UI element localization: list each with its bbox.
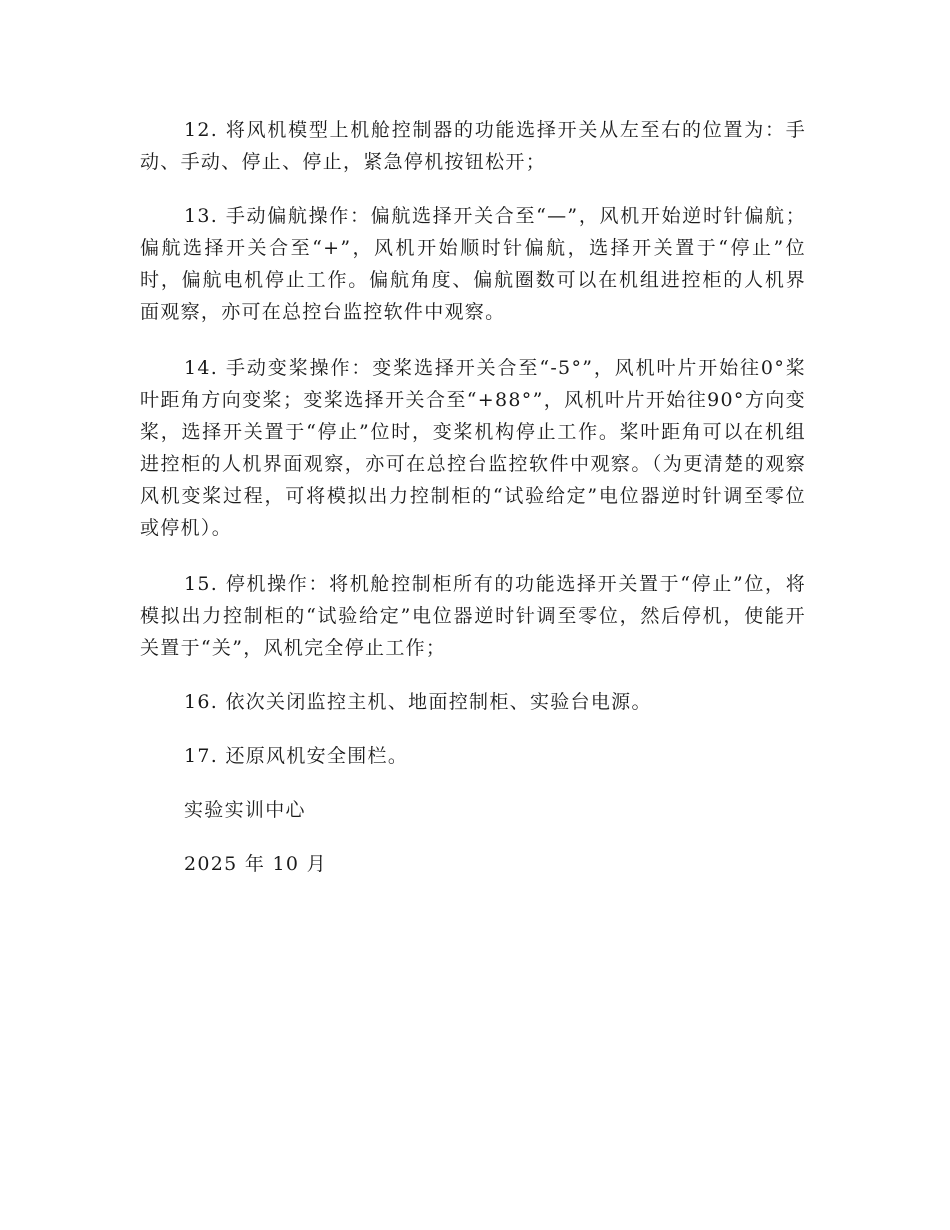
step-17-paragraph: 17. 还原风机安全围栏。 [184,745,409,767]
step-16-paragraph: 16. 依次关闭监控主机、地面控制柜、实验台电源。 [184,691,652,713]
step-14-paragraph: 14. 手动变桨操作：变桨选择开关合至“-5°”，风机叶片开始往0°桨叶距角方向变桨；变桨选择开关合至“+88°”，风机叶片开始往90°方向变桨，选择开关置于“停止”位时，变桨机构停止工作。桨叶距角可以在机组进控柜的人机界面观察，亦可在总控台监控软件中观察。（为更清楚的观察风机变桨过程，可将模拟出力控制柜的“试验给定”电位器逆时针调至零位或停机）。 [140,357,806,539]
signature-date: 2025 年 10 月 [184,853,327,875]
step-15-paragraph: 15. 停机操作：将机舱控制柜所有的功能选择开关置于“停止”位，将模拟出力控制柜的“试验给定”电位器逆时针调至零位，然后停机，使能开关置于“关”，风机完全停止工作； [140,573,806,659]
step-12-paragraph: 12. 将风机模型上机舱控制器的功能选择开关从左至右的位置为：手动、手动、停止、停止，紧急停机按钮松开； [140,119,806,173]
document-body [140,114,806,880]
signature-organization: 实验实训中心 [184,799,306,821]
step-13-paragraph: 13. 手动偏航操作：偏航选择开关合至“—”，风机开始逆时针偏航；偏航选择开关合至“+”，风机开始顺时针偏航，选择开关置于“停止”位时，偏航电机停止工作。偏航角度、偏航圈数可以在机组进控柜的人机界面观察，亦可在总控台监控软件中观察。 [140,205,806,323]
